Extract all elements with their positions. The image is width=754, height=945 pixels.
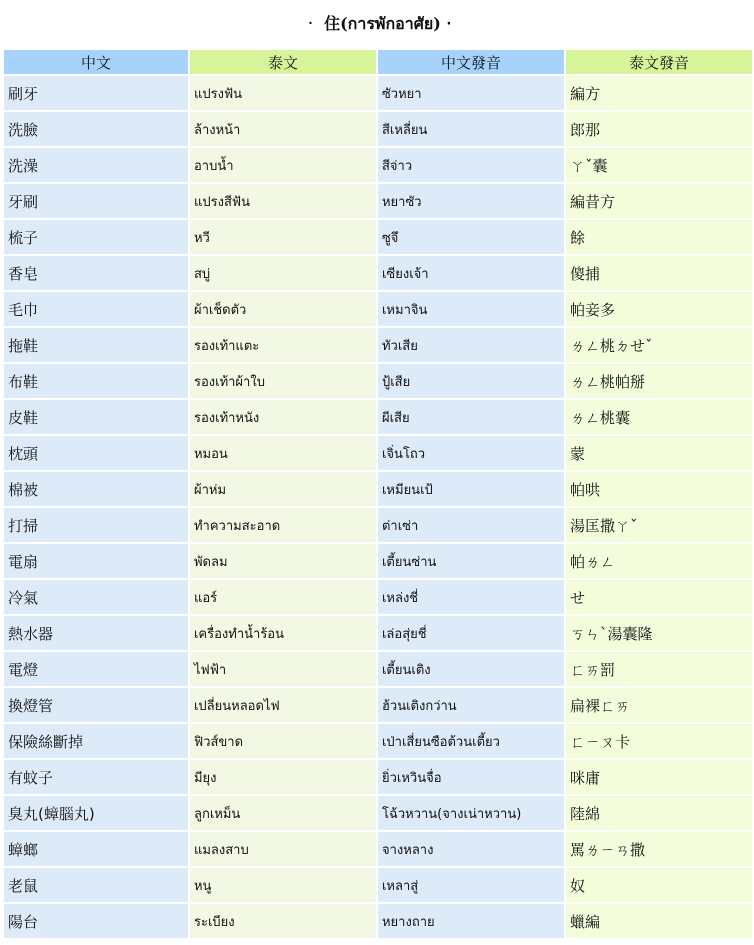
- cell-thai-pronunciation: ㄈㄞ罰: [566, 652, 752, 686]
- cell-thai-pronunciation: ㄈㄧㄡ卡: [566, 724, 752, 758]
- table-body: [4, 76, 752, 938]
- cell-thai-pronunciation: 咪庸: [566, 760, 752, 794]
- cell-chinese: 保險絲斷掉: [4, 724, 188, 758]
- header-thai-pronunciation: 泰文發音: [566, 50, 752, 74]
- cell-chinese-pronunciation: ผีเสีย: [378, 400, 564, 434]
- cell-thai: รองเท้าแตะ: [190, 328, 376, 362]
- cell-chinese-pronunciation: เป่าเสี่ยนซือต้วนเตี้ยว: [378, 724, 564, 758]
- cell-thai: แปรงสีฟัน: [190, 184, 376, 218]
- cell-chinese: 香皂: [4, 256, 188, 290]
- cell-thai-pronunciation: 湯匡撒ㄚˇ: [566, 508, 752, 542]
- vocabulary-table: [2, 48, 754, 940]
- cell-chinese: 棉被: [4, 472, 188, 506]
- cell-thai-pronunciation: ㄚˇ囊: [566, 148, 752, 182]
- cell-chinese-pronunciation: สีเหลี่ยน: [378, 112, 564, 146]
- table-row: [4, 400, 752, 434]
- cell-thai-pronunciation: 帕ㄌㄥ: [566, 544, 752, 578]
- cell-thai: ไฟฟ้า: [190, 652, 376, 686]
- cell-chinese: 刷牙: [4, 76, 188, 110]
- cell-chinese: 拖鞋: [4, 328, 188, 362]
- cell-thai: ทำความสะอาด: [190, 508, 376, 542]
- table-row: [4, 112, 752, 146]
- cell-chinese-pronunciation: ซูจึ: [378, 220, 564, 254]
- cell-thai: หวี: [190, 220, 376, 254]
- cell-chinese: 打掃: [4, 508, 188, 542]
- cell-chinese-pronunciation: เซียงเจ้า: [378, 256, 564, 290]
- cell-chinese-pronunciation: หยาซัว: [378, 184, 564, 218]
- cell-chinese: 電扇: [4, 544, 188, 578]
- table-row: [4, 292, 752, 326]
- table-row: [4, 796, 752, 830]
- cell-chinese: 枕頭: [4, 436, 188, 470]
- cell-thai: แอร์: [190, 580, 376, 614]
- cell-thai: หนู: [190, 868, 376, 902]
- cell-chinese-pronunciation: โฉ้วหวาน(จางเน่าหวาน): [378, 796, 564, 830]
- cell-thai-pronunciation: 蒙: [566, 436, 752, 470]
- cell-thai: ผ้าห่ม: [190, 472, 376, 506]
- cell-thai: แมลงสาบ: [190, 832, 376, 866]
- cell-thai: ฟิวส์ขาด: [190, 724, 376, 758]
- cell-chinese: 電燈: [4, 652, 188, 686]
- cell-thai-pronunciation: 餘: [566, 220, 752, 254]
- table-row: [4, 76, 752, 110]
- cell-thai: พัดลม: [190, 544, 376, 578]
- cell-thai-pronunciation: 編方: [566, 76, 752, 110]
- cell-chinese-pronunciation: เตี้ยนเติง: [378, 652, 564, 686]
- cell-thai-pronunciation: 帕哄: [566, 472, 752, 506]
- cell-thai-pronunciation: 蠟編: [566, 904, 752, 938]
- page-title: ‧ 住(การพักอาศัย) ‧: [302, 14, 452, 33]
- cell-thai-pronunciation: 扁裸ㄈㄞ: [566, 688, 752, 722]
- table-row: [4, 580, 752, 614]
- cell-thai: เครื่องทำน้ำร้อน: [190, 616, 376, 650]
- table-row: [4, 724, 752, 758]
- cell-thai: ระเบียง: [190, 904, 376, 938]
- cell-thai-pronunciation: 傻捕: [566, 256, 752, 290]
- table-row: [4, 436, 752, 470]
- table-row: [4, 508, 752, 542]
- cell-chinese: 洗澡: [4, 148, 188, 182]
- cell-thai-pronunciation: 罵ㄌㄧㄢ撒: [566, 832, 752, 866]
- cell-chinese: 老鼠: [4, 868, 188, 902]
- cell-chinese: 毛巾: [4, 292, 188, 326]
- cell-chinese: 冷氣: [4, 580, 188, 614]
- cell-thai: ล้างหน้า: [190, 112, 376, 146]
- cell-chinese: 換燈管: [4, 688, 188, 722]
- table-row: [4, 544, 752, 578]
- cell-chinese-pronunciation: ทัวเสีย: [378, 328, 564, 362]
- cell-thai-pronunciation: 奴: [566, 868, 752, 902]
- cell-chinese: 熱水器: [4, 616, 188, 650]
- cell-thai-pronunciation: せ: [566, 580, 752, 614]
- cell-chinese: 臭丸(蟑腦丸): [4, 796, 188, 830]
- cell-thai: รองเท้าผ้าใบ: [190, 364, 376, 398]
- table-row: [4, 616, 752, 650]
- cell-thai: หมอน: [190, 436, 376, 470]
- cell-chinese-pronunciation: ซัวหยา: [378, 76, 564, 110]
- table-row: [4, 148, 752, 182]
- cell-chinese: 布鞋: [4, 364, 188, 398]
- header-chinese-pronunciation: 中文發音: [378, 50, 564, 74]
- cell-chinese-pronunciation: เหมียนเป้: [378, 472, 564, 506]
- cell-chinese: 有蚊子: [4, 760, 188, 794]
- cell-thai-pronunciation: 郎那: [566, 112, 752, 146]
- cell-chinese: 梳子: [4, 220, 188, 254]
- cell-chinese-pronunciation: เหมาจิน: [378, 292, 564, 326]
- cell-chinese: 皮鞋: [4, 400, 188, 434]
- table-row: [4, 472, 752, 506]
- table-header-row: [4, 50, 752, 74]
- cell-chinese-pronunciation: หยางถาย: [378, 904, 564, 938]
- cell-chinese-pronunciation: เหล่งชี่: [378, 580, 564, 614]
- cell-chinese-pronunciation: ยิ่วเหวินจื่อ: [378, 760, 564, 794]
- cell-thai-pronunciation: 編昔方: [566, 184, 752, 218]
- table-row: [4, 832, 752, 866]
- cell-thai: ผ้าเช็ดตัว: [190, 292, 376, 326]
- table-row: [4, 220, 752, 254]
- table-row: [4, 868, 752, 902]
- cell-thai-pronunciation: 帕妾多: [566, 292, 752, 326]
- cell-thai: รองเท้าหนัง: [190, 400, 376, 434]
- cell-chinese: 陽台: [4, 904, 188, 938]
- table-row: [4, 652, 752, 686]
- cell-chinese: 洗臉: [4, 112, 188, 146]
- header-thai: 泰文: [190, 50, 376, 74]
- cell-thai: ลูกเหม็น: [190, 796, 376, 830]
- cell-chinese: 牙刷: [4, 184, 188, 218]
- cell-chinese-pronunciation: ต่าเซ่า: [378, 508, 564, 542]
- cell-thai-pronunciation: ㄌㄥ桃囊: [566, 400, 752, 434]
- cell-chinese-pronunciation: เล่อสุ่ยชี่: [378, 616, 564, 650]
- table-row: [4, 904, 752, 938]
- cell-thai: สบู่: [190, 256, 376, 290]
- table-row: [4, 328, 752, 362]
- table-row: [4, 364, 752, 398]
- cell-chinese-pronunciation: ฮ้วนเติงกว่าน: [378, 688, 564, 722]
- cell-chinese-pronunciation: จางหลาง: [378, 832, 564, 866]
- cell-chinese: 蟑螂: [4, 832, 188, 866]
- cell-thai: อาบน้ำ: [190, 148, 376, 182]
- cell-chinese-pronunciation: เหลาสู่: [378, 868, 564, 902]
- table-row: [4, 184, 752, 218]
- cell-chinese-pronunciation: เจิ่นโถว: [378, 436, 564, 470]
- cell-chinese-pronunciation: เตี้ยนซ่าน: [378, 544, 564, 578]
- table-row: [4, 688, 752, 722]
- cell-thai: มียุง: [190, 760, 376, 794]
- cell-thai: เปลี่ยนหลอดไฟ: [190, 688, 376, 722]
- cell-thai-pronunciation: ㄌㄥ桃帕掰: [566, 364, 752, 398]
- header-chinese: 中文: [4, 50, 188, 74]
- cell-chinese-pronunciation: ปู้เสีย: [378, 364, 564, 398]
- table-row: [4, 256, 752, 290]
- cell-thai-pronunciation: ㄎㄣˋ湯囊隆: [566, 616, 752, 650]
- cell-thai-pronunciation: ㄌㄥ桃ㄉせˇ: [566, 328, 752, 362]
- table-row: [4, 760, 752, 794]
- cell-thai-pronunciation: 陸綿: [566, 796, 752, 830]
- cell-thai: แปรงฟัน: [190, 76, 376, 110]
- cell-chinese-pronunciation: สีจ่าว: [378, 148, 564, 182]
